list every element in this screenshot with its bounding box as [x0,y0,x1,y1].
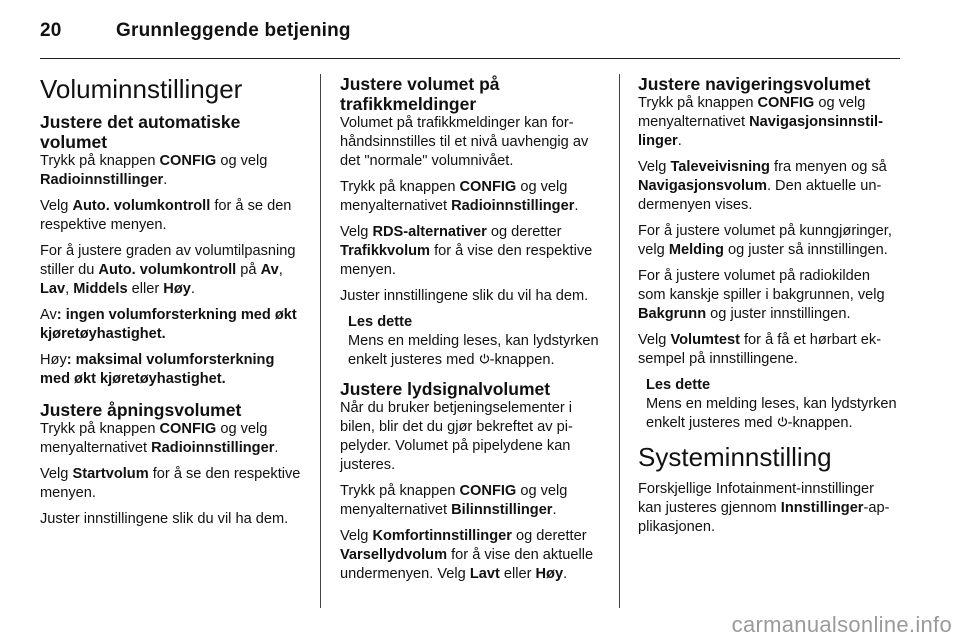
text-run: og velg [216,153,268,169]
text-run: Velg [340,224,373,240]
text-run: , [278,262,283,278]
menu-term: : ingen volumforsterkning med økt kjøretøyhastighet. [40,307,297,342]
text-run: Velg [638,332,671,348]
page-number: 20 [40,20,62,41]
paragraph [638,158,900,215]
text-run: Velg [40,466,73,482]
menu-term: Taleveivisning [670,159,770,175]
text-run: . [190,281,195,297]
paragraph [340,527,602,584]
menu-term: Bakgrunn [638,306,707,322]
text-run: og juster så innstillingen. [723,242,888,258]
paragraph [40,465,302,503]
menu-term: : maksimal volumforsterkning med økt kjøretøyhastighet. [40,352,275,387]
menu-term: Volumtest [670,332,740,348]
note-box [638,376,900,433]
text-run: For å justere volumet på kunngjøringer, velg [638,223,892,258]
text-run: Trykk på knappen [340,179,460,195]
paragraph [40,242,302,299]
paragraph [638,94,900,151]
text-run: og juster innstillingen. [706,306,851,322]
menu-term: Trafikkvolum [340,243,431,259]
paragraph: Når du bruker betjeningselementer i bilen, blir det du gjør bekreftet av pipelyder. Volumet på pipelydene kan justeres. [340,400,573,473]
text-run: på [236,262,261,278]
paragraph [638,480,900,537]
heading-start-volume: Justere åpningsvolumet [40,400,242,420]
text-run: For å justere graden av volumtilpasning stiller du [40,243,296,278]
paragraph [340,482,602,520]
menu-term: Auto. volumkontroll [72,198,211,214]
text-run: . [563,566,568,582]
paragraph [40,197,302,235]
paragraph [40,351,302,389]
text-run: . [574,198,579,214]
watermark: carmanualsonline.info [731,612,952,637]
text-run: Trykk på knappen [340,483,460,499]
text-run: og velg menyalternativet [340,483,568,518]
text-run: , [65,281,74,297]
paragraph [340,178,602,216]
menu-term: Innstillinger [780,500,864,516]
page-title: Grunnleggende betjening [116,20,351,41]
menu-term: Navigasjonsvolum [638,178,767,194]
text-run: . [163,172,168,188]
text-run: og velg menyalternativet [340,179,568,214]
section-title-system-settings: Systeminnstilling [638,442,832,472]
menu-term: CONFIG [757,95,815,111]
menu-term: Middels [73,281,128,297]
menu-term: Navigasjonsinnstillinger [638,114,883,149]
text-run: . [552,502,557,518]
text-run: . [677,133,682,149]
menu-term: Radioinnstillinger [451,198,575,214]
text-run: for å få et hørbart eksempel på innstillingene. [638,332,882,367]
text-run: . [274,440,279,456]
paragraph [40,306,302,344]
note-text-end: -knappen. [489,352,555,368]
text-run: for å se den respektive menyen. [40,198,292,233]
column-3 [638,74,900,544]
text-run: eller [499,566,536,582]
text-run: eller [127,281,164,297]
text-run: Velg [340,528,373,544]
power-icon [777,415,788,431]
note-title: Les dette [646,377,711,393]
text-run: og deretter [486,224,562,240]
heading-traffic-volume: Justere volumet på trafikkmeldinger [340,74,500,114]
text-run: og velg menyalternativet [40,421,268,456]
text-run: fra menyen og så [769,159,887,175]
menu-term: Av [260,262,279,278]
text-run: Velg [40,198,73,214]
menu-term: Varsellydvolum [340,547,448,563]
menu-term: CONFIG [459,179,517,195]
text-run: og velg menyalternativet [638,95,866,130]
heading-navigation-volume: Justere navigeringsvolumet [638,74,871,94]
note-box [340,313,602,370]
paragraph: Juster innstillingene slik du vil ha dem. [340,288,589,304]
paragraph [40,420,302,458]
column-2 [340,74,602,591]
menu-term: Radioinnstillinger [40,172,164,188]
header-rule [40,58,900,59]
paragraph [638,331,900,369]
note-text: Mens en melding leses, kan lydstyrken enkelt justeres med [348,333,599,368]
text-run: Trykk på knappen [638,95,758,111]
menu-term: CONFIG [459,483,517,499]
text-run: -applikasjonen. [638,500,890,535]
menu-term: Startvolum [72,466,149,482]
menu-term: Auto. volumkontroll [98,262,237,278]
text-run: og deretter [511,528,587,544]
text-run: for å se den respektive menyen. [40,466,301,501]
heading-auto-volume: Justere det automatiske volumet [40,112,241,152]
page-header [40,20,920,42]
paragraph: Juster innstillingene slik du vil ha dem. [40,511,289,527]
column-divider-2 [619,74,620,608]
text-run: for å vise den respektive menyen. [340,243,593,278]
note-text-end: -knappen. [787,415,853,431]
heading-sound-signal-volume: Justere lydsignalvolumet [340,379,551,399]
text-run: for å vise den aktuelle undermenyen. Velg [340,547,594,582]
text-run: Trykk på knappen [40,421,160,437]
power-icon [479,352,490,368]
menu-term: Melding [668,242,724,258]
menu-term: Lavt [469,566,500,582]
menu-term: Komfortinnstillinger [372,528,512,544]
text-run: Trykk på knappen [40,153,160,169]
menu-term: RDS-alternativer [372,224,487,240]
paragraph [340,223,602,280]
menu-term: Høy [535,566,564,582]
column-1 [40,74,302,536]
menu-term: Høy [163,281,191,297]
menu-term: CONFIG [159,153,217,169]
text-run: For å justere volumet på radiokilden som kanskje spiller i bakgrunnen, velg [638,268,885,303]
menu-term: Lav [40,281,66,297]
paragraph [638,267,900,324]
text-run: Av [40,307,57,323]
paragraph [638,222,900,260]
column-divider-1 [320,74,321,608]
note-text: Mens en melding leses, kan lydstyrken enkelt justeres med [646,396,897,431]
paragraph: Volumet på trafikkmeldinger kan forhåndsinnstilles til et nivå uavhengig av det "normale" volumnivået. [340,115,589,169]
text-run: Forskjellige Infotainment-innstillinger kan justeres gjennom [638,481,875,516]
menu-term: Bilinnstillinger [451,502,553,518]
text-run: Høy [40,352,67,368]
section-title-volume-settings: Voluminnstillinger [40,74,243,104]
menu-term: Radioinnstillinger [151,440,275,456]
menu-term: CONFIG [159,421,217,437]
paragraph [40,152,302,190]
text-run: Velg [638,159,671,175]
text-run: . Den aktuelle undermenyen vises. [638,178,882,213]
note-title: Les dette [348,314,413,330]
